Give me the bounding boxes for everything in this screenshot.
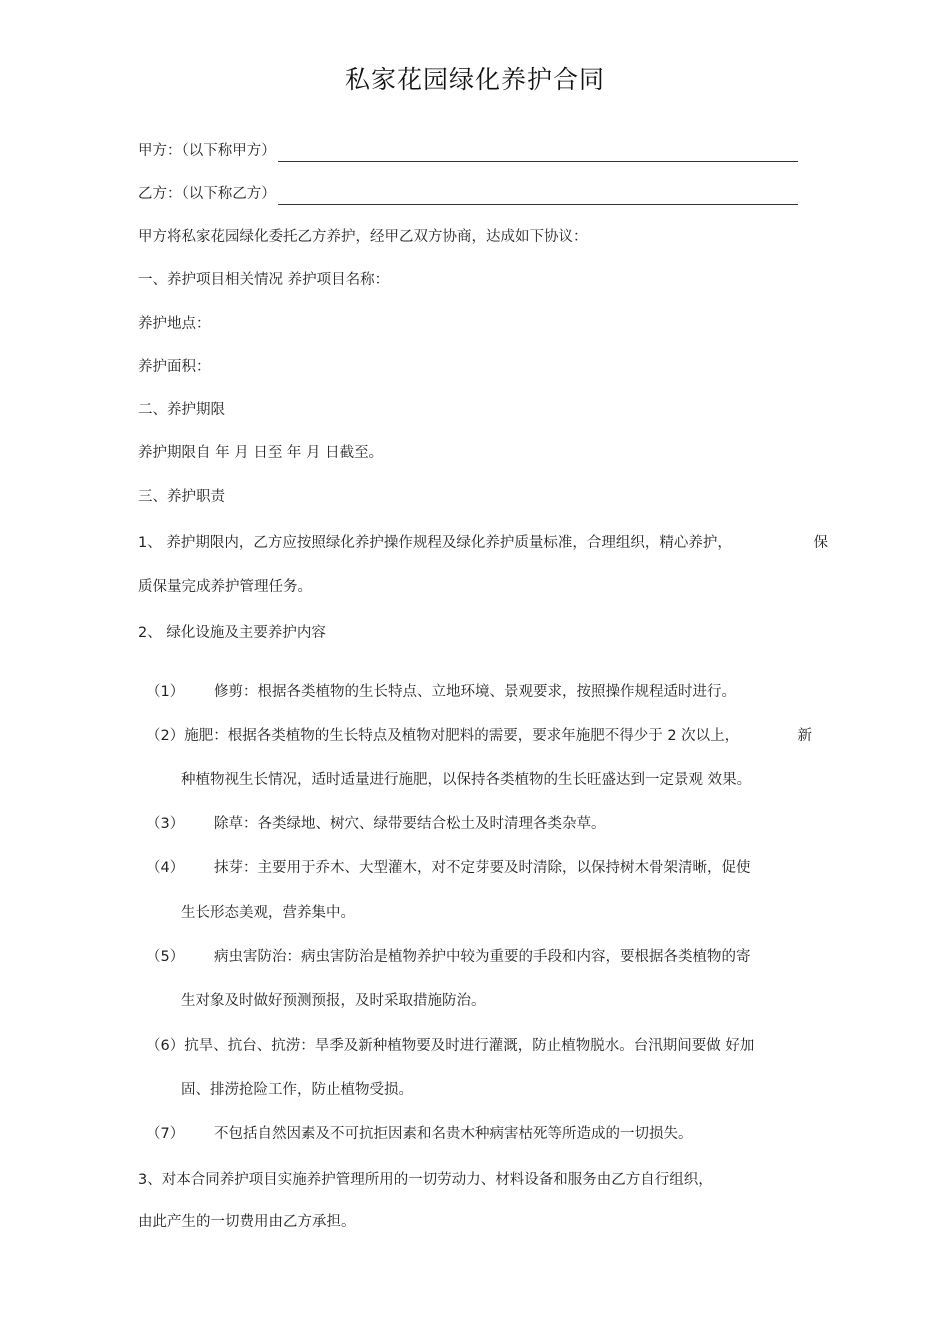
item1-line1 [138,532,828,554]
sub-item-3-text: 除草：各类绿地、树穴、绿带要结合松土及时清理各类杂草。 [214,816,606,832]
sub-item-4-line1 [146,857,751,879]
area-label: 养护面积： [138,359,211,375]
period-text: 养护期限自 年 月 日至 年 月 日截至。 [138,445,384,461]
party-b-line [138,183,798,205]
party-b-blank [278,189,798,205]
sub-item-1-number: （1） [146,684,185,700]
sub-item-5-text: 病虫害防治：病虫害防治是植物养护中较为重要的手段和内容，要根据各类植物的寄 [214,949,751,965]
sub-item-3 [146,813,606,835]
sub-item-5-number: （5） [146,949,185,965]
sub-item-7 [146,1123,693,1145]
sub-item-2-text: （2）施肥：根据各类植物的生长特点及植物对肥料的需要，要求年施肥不得少于 2 次以上， [146,728,740,744]
sub-item-7-text: 不包括自然因素及不可抗拒因素和名贵木种病害枯死等所造成的一切损失。 [214,1126,693,1142]
location-label: 养护地点： [138,316,211,332]
sub-item-5-line2: 生对象及时做好预测预报，及时采取措施防治。 [181,993,486,1009]
item3-line2: 由此产生的一切费用由乙方承担。 [138,1214,356,1230]
document-title: 私家花园绿化养护合同 [344,65,605,94]
sub-item-4-text: 抹芽：主要用于乔木、大型灌木，对不定芽要及时清除，以保持树木骨架清晰，促使 [214,860,751,876]
sub-item-6-line1: （6）抗旱、抗台、抗涝：旱季及新种植物要及时进行灌溉，防止植物脱水。台汛期间要做 好加 [146,1038,755,1054]
section2-heading: 二、养护期限 [138,402,225,418]
party-b-label: 乙方：（以下称乙方） [138,186,276,202]
item1-line2: 质保量完成养护管理任务。 [138,579,312,595]
party-a-blank [278,146,798,162]
sub-item-5-line1 [146,946,751,968]
intro-text: 甲方将私家花园绿化委托乙方养护，经甲乙双方协商，达成如下协议： [138,229,588,245]
item1-text: 1、 养护期限内，乙方应按照绿化养护操作规程及绿化养护质量标准，合理组织，精心养护， [138,535,732,551]
sub-item-2-line2: 种植物视生长情况，适时适量进行施肥，以保持各类植物的生长旺盛达到一定景观 效果。 [181,772,752,788]
sub-item-4-number: （4） [146,860,185,876]
sub-item-6-line2: 固、排涝抢险工作，防止植物受损。 [181,1082,413,1098]
party-a-label: 甲方：（以下称甲方） [138,143,276,159]
sub-item-2-tail: 新 [797,728,812,744]
sub-item-7-number: （7） [146,1126,185,1142]
party-a-line [138,140,798,162]
sub-item-1-text: 修剪：根据各类植物的生长特点、立地环境、景观要求，按照操作规程适时进行。 [214,684,736,700]
item2-heading: 2、 绿化设施及主要养护内容 [138,625,326,641]
section1-heading: 一、养护项目相关情况 养护项目名称： [138,272,390,288]
sub-item-4-line2: 生长形态美观，营养集中。 [181,905,355,921]
section3-heading: 三、养护职责 [138,489,225,505]
sub-item-2-line1 [146,725,812,747]
sub-item-3-number: （3） [146,816,185,832]
item1-tail: 保 [813,535,828,551]
sub-item-1 [146,681,736,703]
item3-line1: 3、对本合同养护项目实施养护管理所用的一切劳动力、材料设备和服务由乙方自行组织， [138,1172,713,1188]
